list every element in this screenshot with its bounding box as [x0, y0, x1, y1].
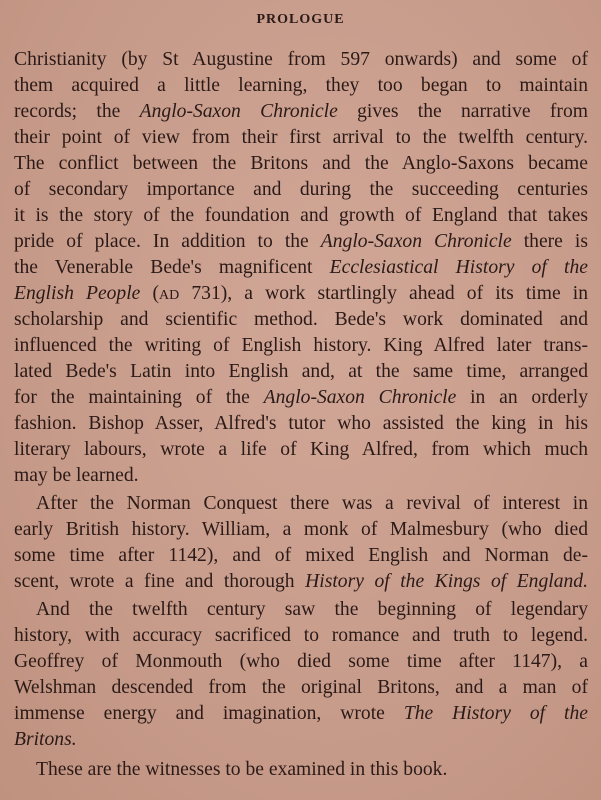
text-line: scent, wrote a fine and thorough History of the Kings of England.: [14, 571, 589, 592]
text-line: scholarship and scientific method. Bede's work dominated and: [14, 309, 588, 330]
running-head: PROLOGUE: [256, 12, 345, 27]
text-line: literary labours, wrote a life of King Alfred, from which much: [14, 439, 588, 460]
text-line: After the Norman Conquest there was a revival of interest in: [36, 493, 588, 514]
text-line: immense energy and imagination, wrote The History of the: [14, 703, 588, 724]
text-line: Geoffrey of Monmouth (who died some time after 1147), a: [14, 651, 588, 672]
text-line: may be learned.: [14, 465, 139, 486]
text-line: history, with accuracy sacrificed to romance and truth to legend.: [14, 625, 588, 646]
text-line: Britons.: [14, 729, 77, 750]
text-line: English People (ad 731), a work startlingly ahead of its time in: [14, 283, 588, 304]
text-line: their point of view from their first arrival to the twelfth century.: [14, 127, 588, 148]
text-line: it is the story of the foundation and growth of England that takes: [14, 205, 588, 226]
text-line: early British history. William, a monk of Malmesbury (who died: [14, 519, 588, 540]
text-line: some time after 1142), and of mixed English and Norman de-: [14, 545, 588, 566]
text-line: records; the Anglo-Saxon Chronicle gives the narrative from: [14, 101, 588, 122]
text-line: And the twelfth century saw the beginning of legendary: [36, 599, 588, 620]
text-line: Christianity (by St Augustine from 597 onwards) and some of: [14, 49, 588, 70]
text-line: pride of place. In addition to the Anglo-Saxon Chronicle there is: [14, 231, 588, 252]
text-line: the Venerable Bede's magnificent Ecclesiastical History of the: [14, 257, 588, 278]
text-line: of secondary importance and during the succeeding centuries: [14, 179, 588, 200]
text-line: fashion. Bishop Asser, Alfred's tutor who assisted the king in his: [14, 413, 588, 434]
text-line: lated Bede's Latin into English and, at the same time, arranged: [14, 361, 588, 382]
text-line: Welshman descended from the original Britons, and a man of: [14, 677, 588, 698]
text-line: These are the witnesses to be examined in this book.: [36, 759, 448, 780]
text-line: influenced the writing of English history. King Alfred later trans-: [14, 335, 588, 356]
text-line: The conflict between the Britons and the Anglo-Saxons became: [14, 153, 588, 174]
text-line: them acquired a little learning, they too began to maintain: [14, 75, 588, 96]
text-line: for the maintaining of the Anglo-Saxon Chronicle in an orderly: [14, 387, 589, 408]
